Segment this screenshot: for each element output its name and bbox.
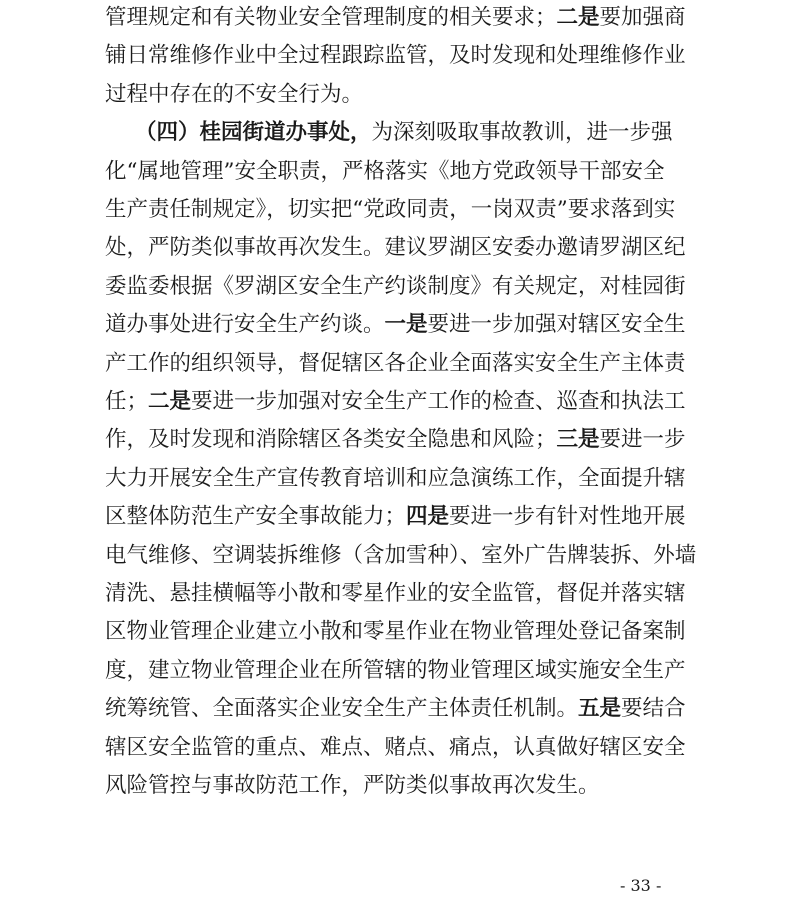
text-segment: 生产责任制规定》，切实把“党政同责，一岗双责”要求落到实 bbox=[105, 197, 676, 222]
bold-text-segment: （四）桂园街道办事处， bbox=[105, 120, 372, 146]
text-segment: 道办事处进行安全生产约谈。 bbox=[105, 312, 385, 338]
text-segment: 要进一步有针对性地开展 bbox=[449, 504, 686, 530]
bold-text-segment: 五是 bbox=[578, 696, 622, 722]
text-segment: 区物业管理企业建立小散和零星作业在物业管理处登记备案制 bbox=[105, 619, 686, 645]
text-segment: 度，建立物业管理企业在所管辖的物业管理区域实施安全生产 bbox=[105, 657, 686, 683]
text-line bbox=[105, 119, 685, 147]
text-segment: 清洗、悬挂横幅等小散和零星作业的安全监管，督促并落实辖 bbox=[105, 581, 686, 606]
text-line bbox=[105, 81, 685, 109]
text-segment: 统筹统管、全面落实企业安全生产主体责任机制。 bbox=[105, 696, 579, 722]
text-segment: 管理规定和有关物业安全管理制度的相关要求； bbox=[105, 5, 557, 30]
text-segment: 任； bbox=[105, 389, 149, 414]
text-line bbox=[105, 618, 685, 646]
text-segment: 要进一步加强对辖区安全生 bbox=[427, 312, 686, 338]
text-line bbox=[105, 734, 685, 762]
text-segment: 过程中存在的不安全行为。 bbox=[105, 81, 364, 107]
text-line bbox=[105, 580, 685, 608]
text-line bbox=[105, 503, 685, 531]
text-segment: 辖区安全监管的重点、难点、赌点、痛点，认真做好辖区安全 bbox=[105, 734, 686, 760]
text-line bbox=[105, 657, 685, 685]
text-segment: 风险管控与事故防范工作，严防类似事故再次发生。 bbox=[105, 773, 600, 798]
text-segment: 要进一步加强对安全生产工作的检查、巡查和执法工 bbox=[191, 389, 686, 414]
bold-text-segment: 二是 bbox=[556, 5, 600, 30]
text-line bbox=[105, 542, 697, 570]
text-segment: 电气维修、空调装拆维修（含加雪种）、室外广告牌装拆、外墙 bbox=[105, 542, 697, 568]
text-segment: 大力开展安全生产宣传教育培训和应急演练工作，全面提升辖 bbox=[105, 465, 686, 491]
bold-text-segment: 一是 bbox=[384, 312, 428, 338]
bold-text-segment: 二是 bbox=[148, 389, 192, 414]
text-line bbox=[105, 350, 685, 378]
text-segment: 产工作的组织领导，督促辖区各企业全面落实安全生产主体责 bbox=[105, 350, 686, 376]
text-line bbox=[105, 311, 685, 339]
text-segment: 为深刻吸取事故教训，进一步强 bbox=[371, 120, 673, 146]
text-segment: 要加强商 bbox=[599, 5, 686, 30]
text-line bbox=[105, 196, 685, 224]
text-line bbox=[105, 158, 685, 186]
text-segment: 区整体防范生产安全事故能力； bbox=[105, 504, 407, 530]
text-line bbox=[105, 273, 685, 301]
text-line bbox=[105, 695, 685, 723]
text-line bbox=[105, 4, 685, 32]
text-line bbox=[105, 465, 685, 493]
text-segment: 要进一步 bbox=[599, 427, 686, 453]
text-line bbox=[105, 388, 685, 416]
text-line bbox=[105, 426, 685, 454]
bold-text-segment: 四是 bbox=[406, 504, 450, 530]
text-segment: 处，严防类似事故再次发生。建议罗湖区安委办邀请罗湖区纪 bbox=[105, 235, 686, 261]
bold-text-segment: 三是 bbox=[556, 427, 600, 453]
text-segment: 作，及时发现和消除辖区各类安全隐患和风险； bbox=[105, 427, 557, 453]
page-number: - 33 - bbox=[620, 876, 662, 895]
text-segment: 化“属地管理”安全职责，严格落实《地方党政领导干部安全 bbox=[105, 158, 665, 184]
text-line bbox=[105, 234, 685, 262]
text-segment: 委监委根据《罗湖区安全生产约谈制度》有关规定，对桂园街 bbox=[105, 273, 686, 299]
text-line bbox=[105, 42, 685, 70]
text-segment: 铺日常维修作业中全过程跟踪监管，及时发现和处理维修作业 bbox=[105, 43, 686, 69]
text-segment: 要结合 bbox=[621, 696, 686, 722]
text-line bbox=[105, 772, 685, 800]
